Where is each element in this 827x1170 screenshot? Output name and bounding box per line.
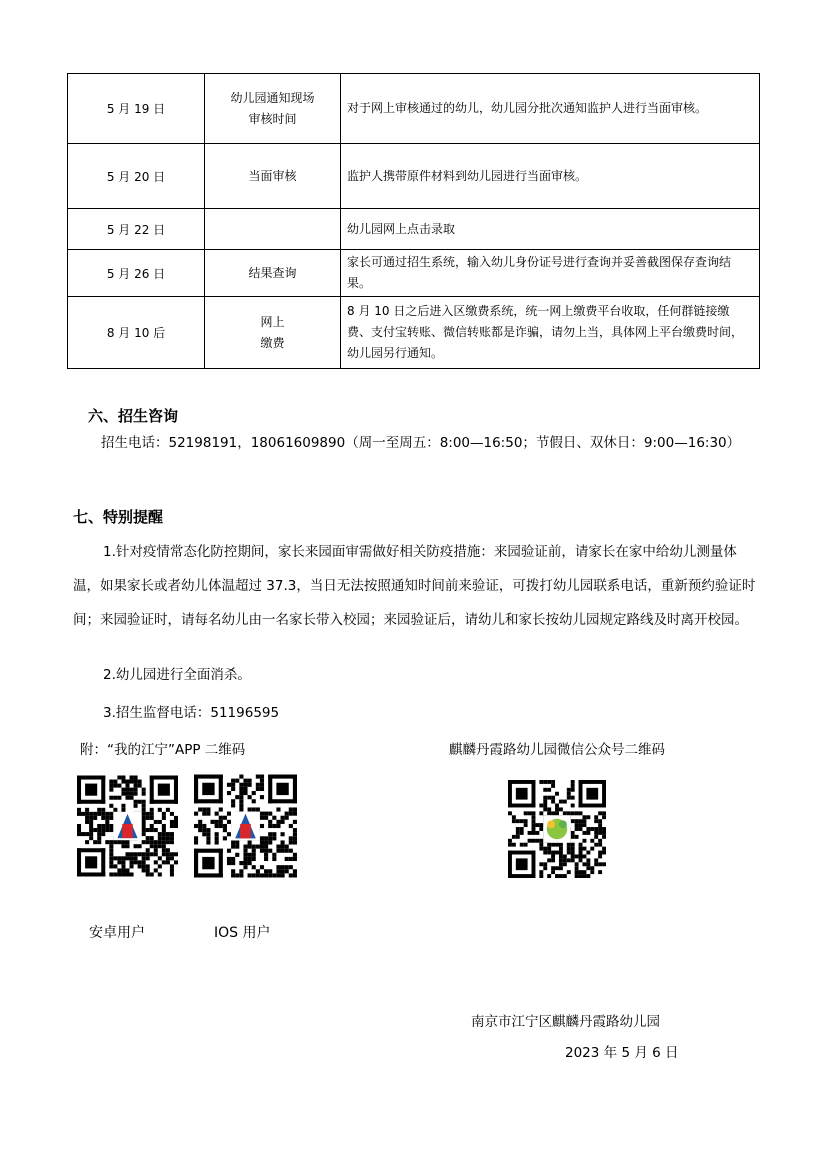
ios-qr-icon [194,774,297,878]
detail-cell: 8 月 10 日之后进入区缴费系统，统一网上缴费平台收取，任何群链接缴费、支付宝转账、微信转账都是诈骗，请勿上当，具体网上平台缴费时间，幼儿园另行通知。 [341,297,760,369]
date-cell: 5 月 20 日 [68,144,205,209]
detail-cell: 对于网上审核通过的幼儿，幼儿园分批次通知监护人进行当面审核。 [341,74,760,144]
item-cell: 当面审核 [205,144,341,209]
table-row [68,74,760,144]
reminder-item-2: 2.幼儿园进行全面消杀。 [103,667,251,683]
date-cell: 8 月 10 后 [68,297,205,369]
item-text: 幼儿园通知现场审核时间 [230,90,315,126]
detail-cell: 监护人携带原件材料到幼儿园进行当面审核。 [341,144,760,209]
ios-user-label: IOS 用户 [214,925,271,941]
item-cell [205,297,341,369]
item-cell [205,209,341,250]
android-user-label: 安卓用户 [89,925,145,941]
wechat-qr-icon [506,780,608,878]
table-row [68,297,760,369]
detail-cell: 家长可通过招生系统，输入幼儿身份证号进行查询并妥善截图保存查询结果。 [341,250,760,297]
item-text: 网上缴费 [260,314,285,350]
date-cell: 5 月 19 日 [68,74,205,144]
table-row [68,250,760,297]
wechat-qr-label: 麒麟丹霞路幼儿园微信公众号二维码 [449,742,665,758]
detail-cell: 幼儿园网上点击录取 [341,209,760,250]
signature-org: 南京市江宁区麒麟丹霞路幼儿园 [471,1014,660,1030]
table-row [68,144,760,209]
table-row [68,209,760,250]
app-qr-label: 附：“我的江宁”APP 二维码 [80,742,246,758]
section6-heading: 六、招生咨询 [88,407,179,425]
signature-date: 2023 年 5 月 6 日 [565,1045,679,1061]
reminder-item-1: 1.针对疫情常态化防控期间，家长来园面审需做好相关防疫措施：来园验证前，请家长在家中给幼儿测量体温，如果家长或者幼儿体温超过 37.3，当日无法按照通知时间前来验证，可拨打幼儿园联系电话，重新预约验证时间；来园验证时，请每名幼儿由一名家长带入校园；来园验证后，请幼儿和家长按幼儿园规定路线及时离开校园。 [73,544,756,628]
reminder-item-3: 3.招生监督电话：51196595 [103,705,280,721]
section7-heading: 七、特别提醒 [73,508,164,526]
item-cell: 结果查询 [205,250,341,297]
android-qr-icon [77,774,178,878]
consult-phone: 招生电话：52198191，18061609890（周一至周五：8:00—16:50；节假日、双休日：9:00—16:30） [101,435,741,451]
item-cell [205,74,341,144]
schedule-table [67,73,760,369]
date-cell: 5 月 26 日 [68,250,205,297]
date-cell: 5 月 22 日 [68,209,205,250]
